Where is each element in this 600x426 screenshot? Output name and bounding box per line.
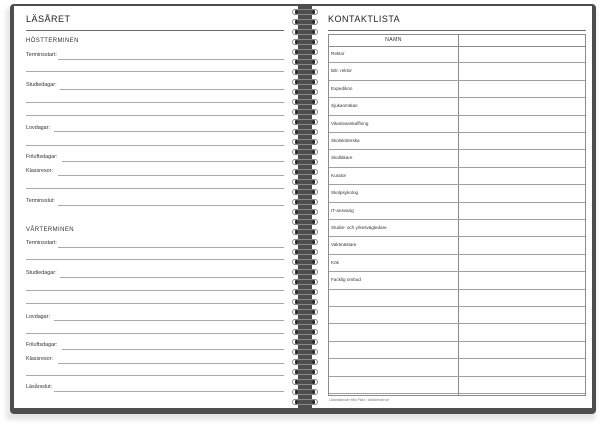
- ring-wire: [292, 199, 318, 205]
- spiral-ring: [289, 348, 321, 356]
- spring-days-off-line[interactable]: [62, 349, 284, 350]
- spiral-ring: [289, 318, 321, 326]
- contact-row-label: Vikarieanskaffning: [331, 120, 369, 126]
- spiral-ring: [289, 98, 321, 106]
- contact-table: [328, 34, 586, 396]
- contact-row[interactable]: [329, 203, 585, 220]
- ring-wire: [292, 359, 318, 365]
- ring-wire: [292, 89, 318, 95]
- contact-row-label: Skolsköterska: [331, 138, 360, 143]
- spiral-ring: [289, 28, 321, 36]
- spring-holidays-label: Lovdagar:: [26, 314, 50, 320]
- ring-wire: [292, 109, 318, 115]
- contact-row[interactable]: [329, 324, 585, 341]
- spiral-ring: [289, 128, 321, 136]
- spring-class-trips-line[interactable]: [58, 363, 284, 364]
- spiral-ring: [289, 58, 321, 66]
- autumn-days-off-line[interactable]: [62, 161, 284, 162]
- spiral-ring: [289, 168, 321, 176]
- contact-row[interactable]: [329, 133, 585, 150]
- spiral-ring: [289, 258, 321, 266]
- spiral-ring: [289, 388, 321, 396]
- ring-wire: [292, 319, 318, 325]
- spiral-ring: [289, 138, 321, 146]
- ring-wire: [292, 59, 318, 65]
- spiral-ring: [289, 78, 321, 86]
- ring-wire: [292, 29, 318, 35]
- spiral-ring: [289, 268, 321, 276]
- contact-row-label: Kök: [331, 259, 339, 265]
- title-rule: [26, 30, 284, 31]
- spring-study-days-line-2[interactable]: [26, 290, 284, 291]
- spiral-ring: [289, 158, 321, 166]
- ring-wire: [292, 369, 318, 375]
- ring-wire: [292, 269, 318, 275]
- spring-holidays-line-2[interactable]: [26, 333, 284, 334]
- right-page-title: KONTAKTLISTA: [328, 14, 401, 24]
- ring-wire: [292, 19, 318, 25]
- spiral-ring: [289, 108, 321, 116]
- ring-wire: [292, 139, 318, 145]
- spring-term-start-label: Terminsstart:: [26, 240, 57, 246]
- spiral-ring: [289, 198, 321, 206]
- ring-wire: [292, 179, 318, 185]
- ring-wire: [292, 49, 318, 55]
- autumn-holidays-line[interactable]: [54, 131, 284, 132]
- spiral-ring: [289, 188, 321, 196]
- right-title-rule: [328, 30, 586, 31]
- autumn-term-start-line[interactable]: [58, 59, 284, 60]
- spring-year-end-line[interactable]: [54, 391, 284, 392]
- contact-row[interactable]: [329, 342, 585, 359]
- spiral-ring: [289, 358, 321, 366]
- ring-wire: [292, 289, 318, 295]
- ring-wire: [292, 329, 318, 335]
- contact-row-label: Expedition: [331, 85, 353, 91]
- contact-row-label: Facklig ombud: [331, 277, 361, 283]
- ring-wire: [292, 339, 318, 345]
- left-page-title: LÄSÅRET: [26, 14, 71, 24]
- autumn-days-off-label: Friluftsdagar:: [26, 154, 58, 160]
- contact-row[interactable]: [329, 359, 585, 376]
- ring-wire: [292, 349, 318, 355]
- autumn-holidays-line-2[interactable]: [26, 145, 284, 146]
- footer-credit: Lärarkalender från Pilan / lärkalender.se: [329, 398, 390, 402]
- spring-study-days-line[interactable]: [60, 277, 284, 278]
- ring-wire: [292, 389, 318, 395]
- ring-wire: [292, 119, 318, 125]
- spiral-binding: [289, 8, 321, 408]
- contact-row[interactable]: [329, 46, 585, 63]
- ring-wire: [292, 399, 318, 405]
- spiral-ring: [289, 68, 321, 76]
- spring-year-end-label: Läsårsslut:: [26, 384, 53, 390]
- contact-row[interactable]: [329, 185, 585, 202]
- contact-row[interactable]: [329, 81, 585, 98]
- contact-row[interactable]: [329, 116, 585, 133]
- autumn-term-start-label: Terminsstart:: [26, 52, 57, 58]
- spiral-ring: [289, 48, 321, 56]
- contact-row[interactable]: [329, 377, 585, 394]
- ring-wire: [292, 229, 318, 235]
- spiral-ring: [289, 368, 321, 376]
- column-header-name: NAMN: [385, 37, 402, 43]
- spiral-ring: [289, 298, 321, 306]
- spiral-ring: [289, 238, 321, 246]
- contact-row-label: Kurator: [331, 172, 347, 178]
- spring-term-start-line-2[interactable]: [26, 259, 284, 260]
- spiral-ring: [289, 248, 321, 256]
- spiral-ring: [289, 208, 321, 216]
- contact-row-label: Skolläkare: [331, 155, 353, 161]
- ring-wire: [292, 99, 318, 105]
- spiral-ring: [289, 338, 321, 346]
- contact-row[interactable]: [329, 290, 585, 307]
- ring-wire: [292, 69, 318, 75]
- autumn-study-days-label: Studiedagar:: [26, 82, 57, 88]
- ring-wire: [292, 169, 318, 175]
- ring-wire: [292, 279, 318, 285]
- autumn-study-days-line-2[interactable]: [26, 102, 284, 103]
- contact-row[interactable]: [329, 63, 585, 80]
- autumn-term-end-line[interactable]: [58, 205, 284, 206]
- contact-row[interactable]: [329, 272, 585, 289]
- spiral-ring: [289, 218, 321, 226]
- ring-wire: [292, 209, 318, 215]
- ring-wire: [292, 219, 318, 225]
- ring-wire: [292, 259, 318, 265]
- spring-days-off-label: Friluftsdagar:: [26, 342, 58, 348]
- ring-wire: [292, 39, 318, 45]
- spiral-ring: [289, 278, 321, 286]
- autumn-term-start-line-2[interactable]: [26, 71, 284, 72]
- contact-row-label: IT-ansvarig: [331, 207, 354, 213]
- contact-row-label: Rektor: [331, 51, 345, 56]
- spiral-ring: [289, 38, 321, 46]
- spiral-ring: [289, 328, 321, 336]
- ring-wire: [292, 379, 318, 385]
- contact-row-label: Sjukanmälan: [331, 103, 358, 109]
- autumn-class-trips-line[interactable]: [58, 175, 284, 176]
- contact-row-label: Bitr. rektor: [331, 68, 352, 74]
- ring-wire: [292, 249, 318, 255]
- spring-class-trips-label: Klassresor:: [26, 356, 53, 362]
- contact-row[interactable]: [329, 255, 585, 272]
- contact-row-label: Vaktmästare: [331, 242, 357, 248]
- ring-wire: [292, 159, 318, 165]
- ring-wire: [292, 309, 318, 315]
- autumn-class-trips-label: Klassresor:: [26, 168, 53, 174]
- ring-wire: [292, 189, 318, 195]
- contact-row[interactable]: [329, 220, 585, 237]
- spiral-ring: [289, 398, 321, 406]
- ring-wire: [292, 149, 318, 155]
- contact-row[interactable]: [329, 150, 585, 167]
- spiral-ring: [289, 148, 321, 156]
- ring-wire: [292, 239, 318, 245]
- ring-wire: [292, 129, 318, 135]
- autumn-term-end-label: Terminsslut:: [26, 198, 55, 204]
- spiral-ring: [289, 8, 321, 16]
- contact-row[interactable]: [329, 168, 585, 185]
- autumn-study-days-line-3[interactable]: [26, 115, 284, 116]
- spring-class-trips-line-2[interactable]: [26, 375, 284, 376]
- spiral-ring: [289, 18, 321, 26]
- contact-row[interactable]: [329, 307, 585, 324]
- spiral-ring: [289, 88, 321, 96]
- autumn-holidays-label: Lovdagar:: [26, 125, 50, 131]
- ring-wire: [292, 79, 318, 85]
- spring-holidays-line[interactable]: [54, 320, 284, 321]
- spiral-ring: [289, 288, 321, 296]
- spiral-ring: [289, 118, 321, 126]
- spiral-ring: [289, 378, 321, 386]
- autumn-class-trips-line-2[interactable]: [26, 188, 284, 189]
- autumn-study-days-line[interactable]: [60, 89, 284, 90]
- spiral-ring: [289, 308, 321, 316]
- ring-wire: [292, 9, 318, 15]
- spiral-ring: [289, 228, 321, 236]
- contact-row[interactable]: [329, 237, 585, 254]
- spring-term-start-line[interactable]: [58, 247, 284, 248]
- ring-wire: [292, 299, 318, 305]
- spring-heading: VÅRTERMINEN: [26, 227, 74, 233]
- contact-row-label: Skolpsykolog: [331, 190, 359, 196]
- spring-study-days-label: Studiedagar:: [26, 270, 57, 276]
- spiral-ring: [289, 178, 321, 186]
- contact-row[interactable]: [329, 98, 585, 115]
- contact-row-label: Studie- och yrkesvägledare: [331, 225, 387, 230]
- autumn-heading: HÖSTTERMINEN: [26, 38, 79, 44]
- spring-study-days-line-3[interactable]: [26, 303, 284, 304]
